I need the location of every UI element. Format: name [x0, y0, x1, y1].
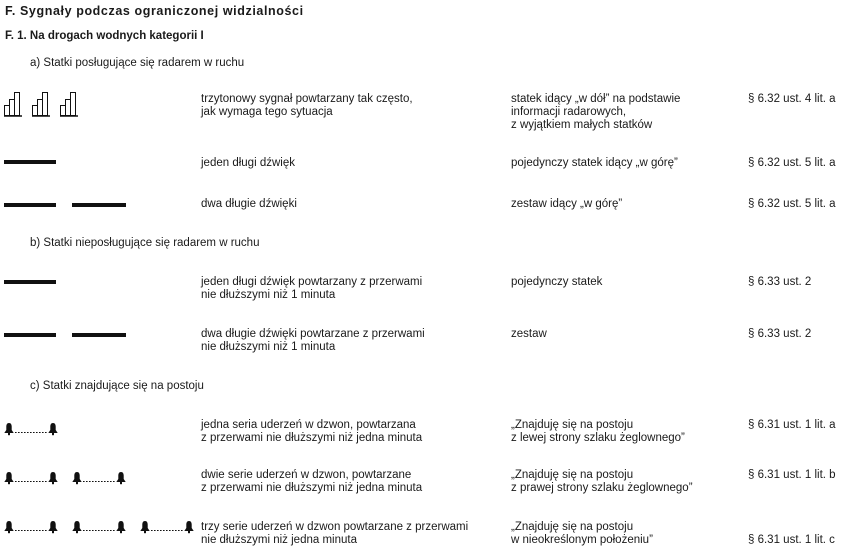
- meaning-b2: zestaw: [511, 328, 547, 340]
- one-bell-series-icon: [4, 423, 64, 437]
- meaning-c3: „Znajduję się na postoju w nieokreślonym położeniu”: [511, 521, 653, 546]
- three-tone-signal-icon: [4, 89, 80, 117]
- description-a3: dwa długie dźwięki: [201, 198, 297, 210]
- meaning-b1: pojedynczy statek: [511, 276, 603, 288]
- reference-a2: § 6.32 ust. 5 lit. a: [748, 157, 836, 169]
- long-blast-dash: [72, 333, 126, 337]
- meaning-c1: „Znajduję się na postoju z lewej strony szlaku żeglownego”: [511, 419, 685, 444]
- reference-c1: § 6.31 ust. 1 lit. a: [748, 419, 836, 431]
- meaning-a1: statek idący „w dół” na podstawie informacji radarowych, z wyjątkiem małych statków: [511, 93, 681, 131]
- page-title: F. Sygnały podczas ograniczonej widzialności: [5, 4, 304, 18]
- description-c3: trzy serie uderzeń w dzwon powtarzane z przerwami nie dłuższymi niż jedna minuta: [201, 521, 469, 546]
- section-heading-a: a) Statki posługujące się radarem w ruchu: [30, 57, 245, 69]
- reference-c3: § 6.31 ust. 1 lit. c: [748, 534, 835, 546]
- reference-a3: § 6.32 ust. 5 lit. a: [748, 198, 836, 210]
- reference-b2: § 6.33 ust. 2: [748, 328, 812, 340]
- description-a1: trzytonowy sygnał powtarzany tak często, jak wymaga tego sytuacja: [201, 93, 413, 118]
- description-a2: jeden długi dźwięk: [201, 157, 295, 169]
- meaning-a3: zestaw idący „w górę”: [511, 198, 623, 210]
- section-heading-c: c) Statki znajdujące się na postoju: [30, 380, 204, 392]
- reference-c2: § 6.31 ust. 1 lit. b: [748, 469, 836, 481]
- one-long-blast-icon: [4, 160, 56, 164]
- meaning-c2: „Znajduję się na postoju z prawej strony szlaku żeglownego”: [511, 469, 693, 494]
- section-heading-b: b) Statki nieposługujące się radarem w ruchu: [30, 237, 260, 249]
- reference-b1: § 6.33 ust. 2: [748, 276, 812, 288]
- reference-a1: § 6.32 ust. 4 lit. a: [748, 93, 836, 105]
- one-long-blast-icon: [4, 280, 56, 284]
- description-c2: dwie serie uderzeń w dzwon, powtarzane z przerwami nie dłuższymi niż jedna minuta: [201, 469, 423, 494]
- page-subtitle: F. 1. Na drogach wodnych kategorii I: [5, 30, 204, 42]
- long-blast-dash: [72, 203, 126, 207]
- description-b1: jeden długi dźwięk powtarzany z przerwami nie dłuższymi niż 1 minuta: [201, 276, 423, 301]
- long-blast-dash: [4, 333, 56, 337]
- description-b2: dwa długie dźwięki powtarzane z przerwami nie dłuższymi niż 1 minuta: [201, 328, 425, 353]
- description-c1: jedna seria uderzeń w dzwon, powtarzana z przerwami nie dłuższymi niż jedna minuta: [201, 419, 423, 444]
- three-bell-series-icon: [4, 521, 204, 535]
- long-blast-dash: [4, 203, 56, 207]
- meaning-a2: pojedynczy statek idący „w górę”: [511, 157, 678, 169]
- two-bell-series-icon: [4, 472, 134, 486]
